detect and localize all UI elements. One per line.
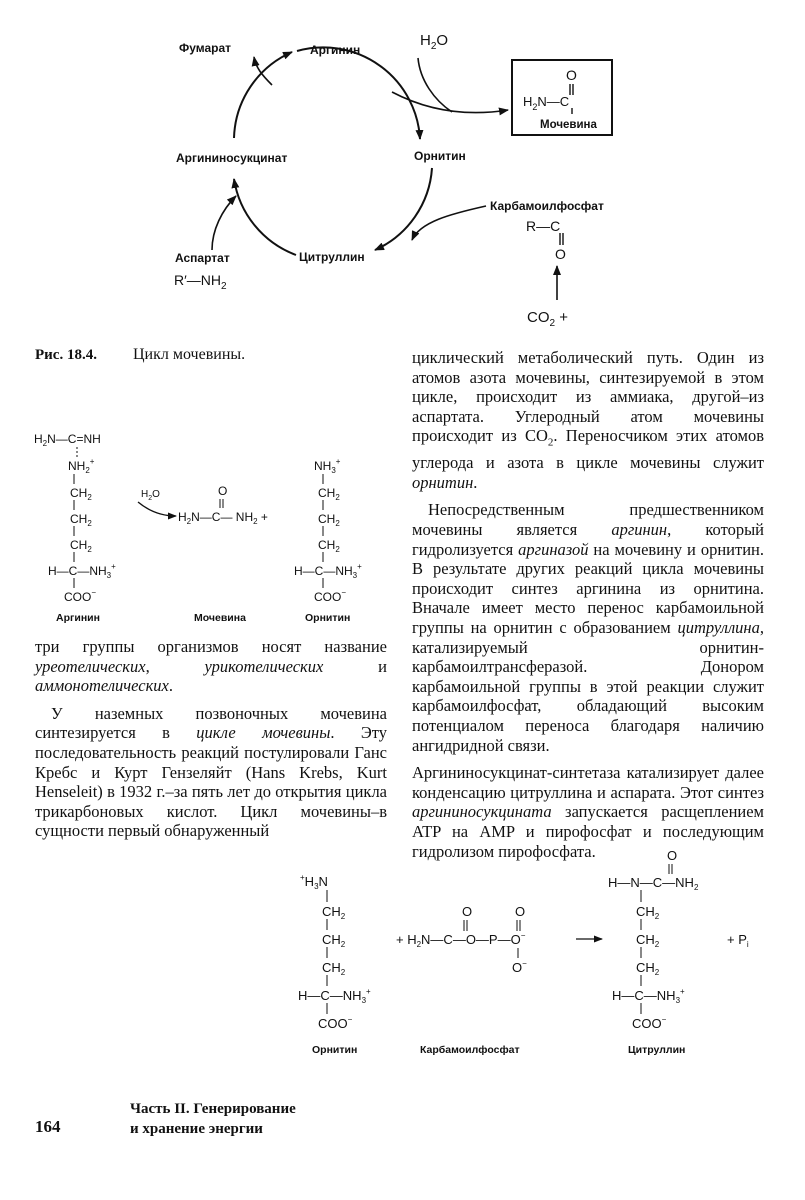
svg-text:H2N—C— NH2 +: $H_2N—C—$ $NH_2$ + [178,510,268,526]
carbamoyl-r: R—C [526,218,561,234]
label-fumarate: Фумарат [179,41,232,55]
svg-text:H—C—NH3+: $H—C—NH_3^+$ [294,562,362,580]
cycle-arc-left [234,52,292,138]
carbamoyl-arrow [412,206,486,240]
svg-text:COO−: COO− [632,1015,667,1031]
carbamoyl-o: O [555,246,566,262]
caption-label: Рис. 18.4. [35,347,97,363]
svg-text:H2N—C=NH: $H_2N—C=NH$ [34,432,101,448]
label-ornithine-2: Орнитин [312,1044,358,1056]
cycle-arc-top [297,47,420,139]
label-urea-struct: Мочевина [194,612,246,624]
label-arginine-struct: Аргинин [56,612,100,624]
figure-caption [35,346,245,364]
label-ornithine: Орнитин [414,149,466,163]
urea-o: O [566,67,577,83]
cycle-arc-right [375,168,432,250]
label-citrulline: Цитруллин [299,250,365,264]
left-column [35,637,387,841]
svg-text:NH2+: $NH_2^+$ [68,457,95,475]
svg-text:CH2: $CH_2$ [636,960,660,977]
svg-text:H—C—NH3+: $H—C—NH_3^+$ [298,987,371,1005]
ornithine-structure-2 [298,873,371,1056]
label-arginine: Аргинин [310,43,361,57]
plus-pi: + $P_i$ [727,932,749,949]
svg-text:CH2: $CH_2$ [322,904,346,921]
urea-out-arrow [392,92,508,113]
svg-text:O: O [667,848,678,863]
svg-text:CH2: $CH_2$ [322,932,346,949]
label-argininosuccinate: Аргининосукцинат [176,151,288,165]
svg-text:CH2: $CH_2$ [318,486,340,502]
urea-formula: $H_2N—C$ [523,94,570,112]
page-number: 164 [35,1117,61,1136]
svg-text:H—C—NH3+: $H—C—NH_3^+$ [48,562,116,580]
right-paragraph-3: Аргининосукцинат-синтетаза катализирует далее конденсацию цитруллина и аспарата. Этот синтез аргининосукцината запускается расщеплением ATP на AMP и пирофосфат и последующим гидролизом пирофосфата. [412,763,764,861]
label-carbamoyl-2: Карбамоилфосфат [420,1044,520,1056]
water-arrow [418,58,452,112]
svg-text:+ H2N—C—O—P—O−: + $H_2N—C—O—P—O^-$ [396,931,526,949]
carbamoyl-phosphate-structure [396,904,527,1056]
svg-text:O−: O− [512,959,527,975]
aspartate-formula: $R'—NH_2$ [174,272,227,292]
aspartate-arrow [212,196,236,250]
svg-text:CH2: $CH_2$ [318,512,340,528]
svg-text:CH2: $CH_2$ [322,960,346,977]
svg-text:COO−: COO− [314,588,347,604]
svg-text:CH2: $CH_2$ [70,538,92,554]
svg-text:CH2: $CH_2$ [70,512,92,528]
svg-text:H2O: $H_2O$ [141,489,160,502]
left-paragraph-2: У наземных позвоночных мочевина синтезируется в цикле мочевины. Эту последовательность реакций постулировали Ганс Кребс и Курт Гензеляйт (Hans Krebs, Kurt Henseleit) в 1932 г.–за пять лет до открытия цикла трикарбоновых кислот. Цикл мочевины–в сущности первый обнаруженный [35,703,387,841]
co2-formula: $CO_2$ + [527,309,568,329]
citrulline-reaction [280,840,780,1060]
label-citrulline-2: Цитруллин [628,1044,686,1056]
svg-text:O: O [462,904,473,919]
water-formula: $H_2O$ [420,32,449,52]
right-column [412,348,764,861]
svg-text:CH2: $CH_2$ [636,932,660,949]
part-title-line-1: Часть II. Генерирование [130,1101,296,1117]
urea-box-label: Мочевина [540,119,597,131]
svg-text:CH2: $CH_2$ [318,538,340,554]
caption-text: Цикл мочевины. [132,346,246,363]
right-paragraph-1: циклический метаболический путь. Один из атомов азота мочевины, синтезируемой в этом цикле, происходит из аммиака, другой–из аспартата. Углеродный атом мочевины происходит из $CO_2$. Переносчиком этих атомов углерода и азота в цикле мочевины служит орнитин. [412,348,764,492]
right-paragraph-2: Непосредственным предшественником мочевины является аргинин, который гидролизуется аргиназой на мочевину и орнитин. В результате других реакций цикла мочевины происходит синтез аргинина из орнитина. Вначале имеет место перенос карбамоильной группы на орнитин с образованием цитруллина, катализируемый орнитин-карбамоилтрансферазой. Донором карбамоильной группы в этой реакции служит карбамоилфосфат, обладающий высоким потенциалом переноса благодаря наличию ангидридной связи. [412,500,764,755]
arginase-reaction [30,420,400,630]
svg-text:CH2: $CH_2$ [70,486,92,502]
cycle-arc-bottom [234,179,296,255]
svg-text:H—N—C—NH2: $H—N—C—NH_2$ [608,875,699,892]
svg-text:CH2: $CH_2$ [636,904,660,921]
part-title-line-2: и хранение энергии [130,1121,263,1137]
svg-text:COO−: COO− [318,1015,353,1031]
left-paragraph-1: три группы организмов носят название уреотелических, урикотелических и аммонотелических. [35,637,387,696]
arginine-structure [34,432,116,624]
ornithine-structure [294,457,362,624]
urea-cycle-diagram [0,0,805,340]
svg-text:NH3+: $NH_3^+$ [314,457,341,475]
urea-structure [178,484,268,624]
label-carbamoyl-phosphate: Карбамоилфосфат [490,199,604,213]
label-aspartate: Аспартат [175,251,230,265]
part-title [130,1099,296,1139]
svg-text:H—C—NH3+: $H—C—NH_3^+$ [612,987,685,1005]
svg-text:+H3N: $^+H_3N$ [300,873,328,891]
svg-text:COO−: COO− [64,588,97,604]
svg-text:O: O [218,484,228,498]
svg-text:O: O [515,904,526,919]
citrulline-structure [608,848,699,1056]
label-ornithine-struct: Орнитин [305,612,351,624]
